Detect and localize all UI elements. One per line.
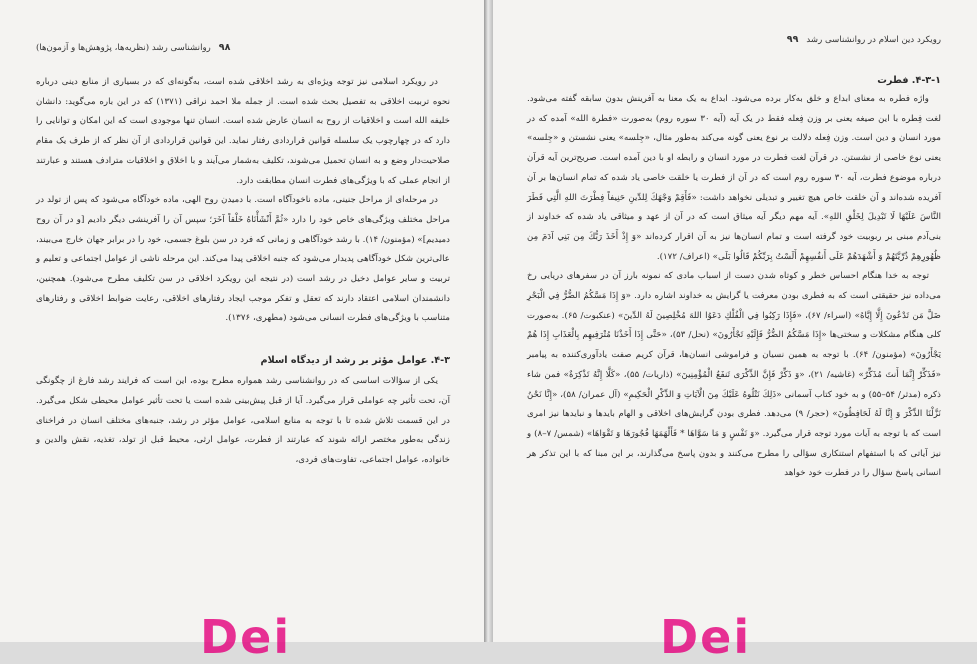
paragraph: یکی از سؤالات اساسی که در روانشناسی رشد همواره مطرح بوده، این است که فرایند رشد فارغ از چگونگی آن، تحت تأثیر چه عواملی قرار می‌گیرد. آیا از قبل پیش‌بینی شده است یا تحت تأثیر عوامل محیطی شکل می‌گیرد. در این قسمت تلاش شده تا با توجه به منابع اسلامی، عوامل مؤثر در رشد، جنبه‌های مختلف انسان در فراخنای زندگی به‌طور مختصر ارائه شوند که عبارتند از فطرت، عوامل ارثی، محیط قبل از تولد، تغذیه، نقش والدین و خانواده، عوامل اجتماعی، تفاوت‌های فردی،: [36, 376, 450, 465]
running-head-title-right: رویکرد دین اسلام در روانشناسی رشد: [806, 35, 941, 45]
page-number-left: ۹۸: [218, 42, 231, 53]
section-heading-left: ۴-۳. عوامل مؤثر بر رشد از دیدگاه اسلام: [260, 355, 450, 367]
right-body: [527, 90, 941, 484]
left-page: [0, 0, 484, 642]
paragraph: واژه فطره به معنای ابداع و خلق به‌کار برده می‌شود. ابداع به یک معنا به آفرینش بدون سابقه گفته می‌شود. لغت فِطره با این صیغه یعنی بر وزن فِعله فقط در یک آیه (آیه ۳۰ سوره روم) به‌صورت «فطرة الله» آمده که در مورد انسان و دین است. وزن فِعله دلالت بر نوع یعنی گونه می‌کند به‌طور مثال، «جِلسه» یعنی نشستن و «جِلسه» یعنی نوع خاصی از نشستن. در قرآن لغت فطرت در مورد انسان و رابطه او با دین آمده است. صریح‌ترین آیه قرآن درباره موضوع فطرت، آیه ۳۰ سوره روم است که در آن از فطرت یا خلقت خاصی یاد شده که تمام انسان‌ها بر آن آفریده شده‌اند و آن خلقت خاص هیچ تغییر و تبدیلی نخواهد داشت: «فَأَقِمْ وَجْهَكَ لِلدِّينِ حَنِيفاً فِطْرَتَ اللهِ الَّتِي فَطَرَ النَّاسَ عَلَيْهَا لَا تَبْدِيلَ لِخَلْقِ اللهِ». آیه مهم دیگر آیه میثاق است که در آن از عهد و میثاقی یاد شده که خداوند از بنی‌آدم مبنی بر ربوبیت خود گرفته است و تمام انسان‌ها نیز به آن اقرار کرده‌اند «وَ إِذْ أَخَذَ رَبُّكَ مِن بَنِي آدَمَ مِن ظُهُورِهِمْ ذُرِّيَّتَهُمْ وَ أَشْهَدَهُمْ عَلَى أَنفُسِهِمْ أَلَسْتُ بِرَبِّكُمْ قَالُوا بَلَى» (اعراف/ ۱۷۲).: [527, 94, 942, 262]
paragraph: در مرحله‌ای از مراحل جنینی، ماده ناخودآگاه است. با دمیدن روح الهی، ماده خودآگاه می‌شود که پس از تولد در مراحل مختلف ویژگی‌های خاص خود را دارد «ثُمَّ أَنْشَأْنَاهُ خَلْقاً آخَرَ؛ سپس آن را آفرینشی دیگر دادیم [و در آن روح دمیدیم]» (مؤمنون/ ۱۴). با رشد خودآگاهی و زمانی که فرد در سن بلوغ جسمی، خود را در برابر جهان خارج می‌بیند، عالی‌ترین شکل خودآگاهی پدیدار می‌شود که جنبه اخلاقی پیدا می‌کند. این مرحله ناشی از عوامل اجتماعی و تعلیم و تربیت و سایر عوامل دخیل در رشد است (در نتیجه این رویکرد اخلاقی در سن تکلیف مطرح می‌شود). همچنین، دانشمندان اسلامی اعتقاد دارند که تعقل و تفکر موجب ایجاد رفتارهای اخلاقی، رعایت ضوابط اخلاقی و رفتارهای متناسب با ویژگی‌های فطرت انسانی می‌شود (مطهری، ۱۳۷۶).: [36, 195, 450, 324]
page-number-right: ۹۹: [786, 34, 799, 45]
left-body: [36, 73, 450, 329]
running-head-left: [36, 42, 450, 53]
section-heading-right: ۴-۳-۱. فطرت: [877, 75, 941, 86]
right-page: [493, 0, 977, 642]
paragraph: توجه به خدا هنگام احساس خطر و کوتاه شدن دست از اسباب مادی که نمونه بارز آن در سفرهای دریایی رخ می‌داده نیز حقیقتی است که به فطری بودن معرفت یا گرایش به خداوند اشاره دارد. «وَ إِذَا مَسَّكُمُ الضُّرُّ فِي الْبَحْرِ ضَلَّ مَن تَدْعُونَ إِلَّا إِيَّاهُ» (اسراء/ ۶۷)، «فَإِذَا رَكِبُوا فِي الْفُلْكِ دَعَوُا اللهَ مُخْلِصِينَ لَهُ الدِّينَ» (عنکبوت/ ۶۵). به‌صورت کلی هنگام مشکلات و سختی‌ها «إِذَا مَسَّكُمُ الضُّرُّ فَإِلَيْهِ تَجْأَرُونَ» (نحل/ ۵۳)، «حَتَّى إِذَا أَخَذْنَا مُتْرَفِيهِم بِالْعَذَابِ إِذَا هُمْ يَجْأَرُونَ» (مؤمنون/ ۶۴). با توجه به همین نسیان و فراموشی انسان‌ها، قرآن کریم صفت یادآوری‌کننده به پیامبر «فَذَكِّرْ إِنَّمَا أَنتَ مُذَكِّرٌ» (غاشیه/ ۲۱)، «وَ ذَكِّرْ فَإِنَّ الذِّكْرَى تَنفَعُ الْمُؤْمِنِينَ» (ذاریات/ ۵۵)، «كَلَّا إِنَّهُ تَذْكِرَةٌ» فمن شاء ذکره (مدثر/ ۵۴–۵۵) و به خود کتاب آسمانی «ذَلِكَ نَتْلُوهُ عَلَيْكَ مِنَ الْآيَاتِ وَ الذِّكْرِ الْحَكِيمِ» (آل عمران/ ۵۸)، «إِنَّا نَحْنُ نَزَّلْنَا الذِّكْرَ وَ إِنَّا لَهُ لَحَافِظُونَ» (حجر/ ۹) می‌دهد. فطری بودن گرایش‌های اخلاقی و الهام بایدها و نبایدها نیز امری است که با توجه به آیات مورد توجه قرار می‌گیرد. «وَ نَفْسٍ وَ مَا سَوَّاهَا * فَأَلْهَمَهَا فُجُورَهَا وَ تَقْوَاهَا» (شمس/ ۷–۸) و نیز آیاتی که با استفهام استنکاری سؤالی را مطرح می‌کنند و بدون پاسخ می‌گذارند، بر این مبنا که با این تذکر هر انسانی پاسخ سؤال را در فطرت خود خواهد: [527, 271, 941, 479]
running-head-right: [527, 34, 941, 45]
running-head-title-left: روانشناسی رشد (نظریه‌ها، پژوهش‌ها و آزمون‌ها): [36, 43, 211, 53]
book-gutter: [484, 0, 493, 642]
left-body-after: [36, 372, 450, 471]
watermark-left: Dei: [200, 610, 292, 664]
watermark-right: Dei: [660, 610, 752, 664]
paragraph: در رویکرد اسلامی نیز توجه ویژه‌ای به رشد اخلاقی شده است، به‌گونه‌ای که در بسیاری از منابع دینی درباره نحوه تربیت اخلاقی به تفصیل بحث شده است. از جمله ملا احمد نراقی (۱۳۷۱) که در این باره می‌گوید: دانشان خلیفه الله است و اخلاقیات از روح به انسان عارض شده است. انسان تنها موجودی است که این امکان و توانایی را دارد که در چهارچوب یک سلسله قوانین قراردادی رفتار نماید. این قوانین قراردادی از آن نظر که از طرف یک مقام صلاحیت‌دار وضع و به انسان تحمیل می‌شوند، تکلیف به‌شمار می‌آیند و با اخلاق و اخلاقیات مترادف هستند و عبارتند از انجام عملی که با ویژگی‌های فطرت انسان مطابقت دارد.: [36, 77, 450, 186]
